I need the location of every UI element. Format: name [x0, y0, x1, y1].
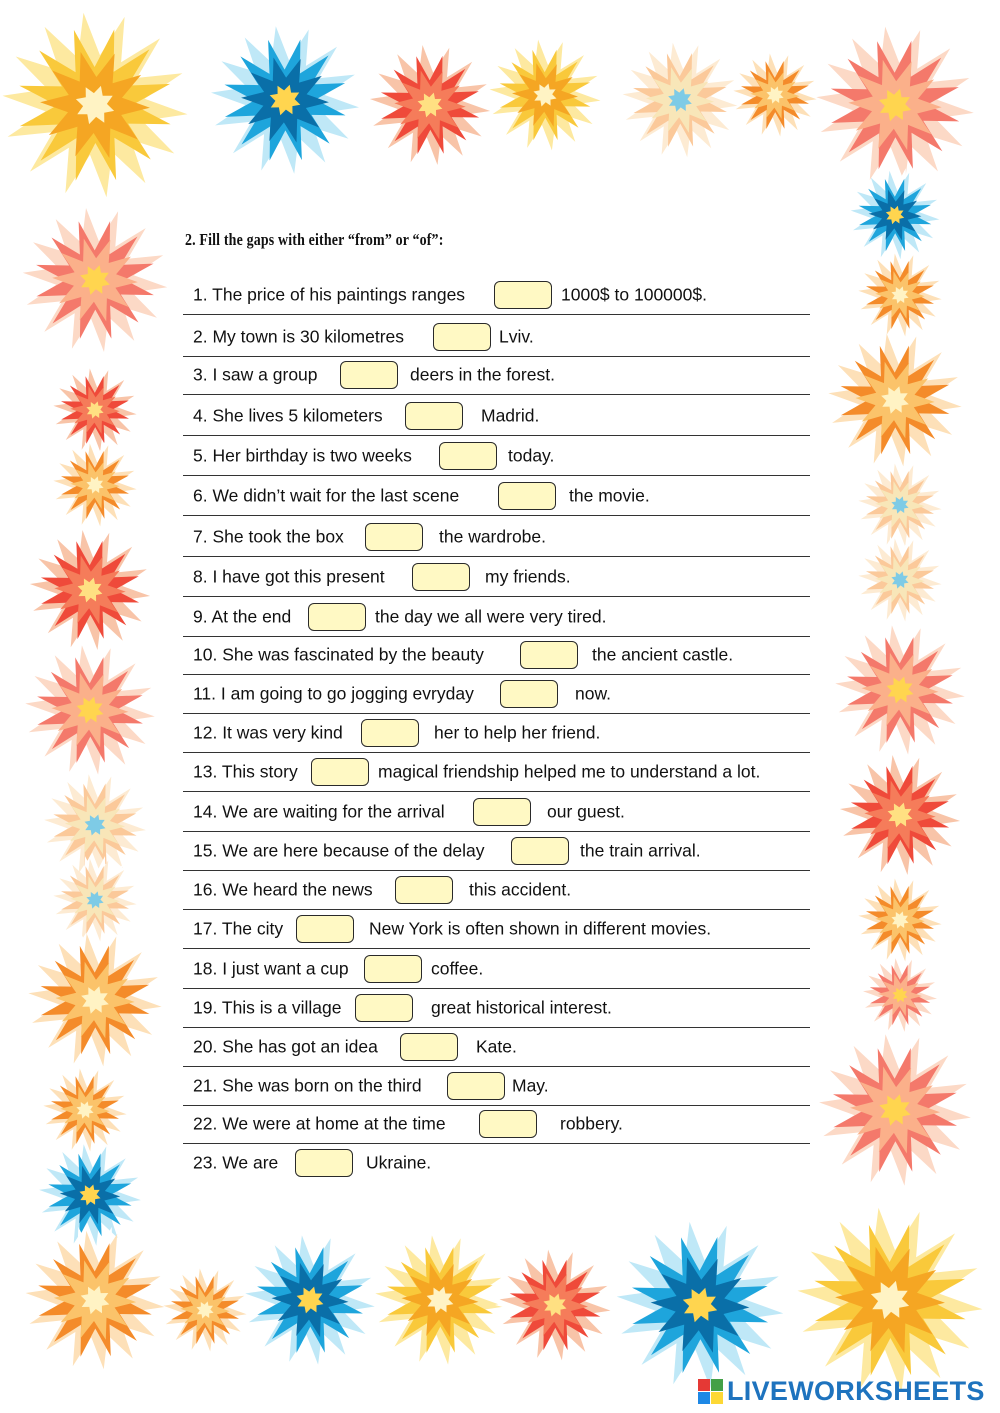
exercise-item [183, 436, 810, 476]
item-text-after: the train arrival. [580, 840, 701, 860]
flower-icon [835, 752, 965, 879]
flower-icon [847, 168, 943, 262]
item-text-after: today. [508, 445, 555, 465]
exercise-item [183, 909, 810, 949]
flower-icon [855, 876, 945, 964]
exercise-item [183, 1027, 810, 1067]
flower-icon [370, 1232, 510, 1368]
flower-icon [730, 51, 820, 139]
item-text-before: 17. The city [193, 918, 284, 938]
item-text-after: great historical interest. [431, 997, 612, 1017]
answer-input[interactable] [412, 563, 470, 591]
answer-input[interactable] [473, 798, 531, 826]
flower-icon [485, 37, 605, 154]
exercise-title: 2. Fill the gaps with either “from” or “of”: [185, 230, 444, 249]
exercise-item [183, 831, 810, 871]
item-text-before: 23. We are [193, 1152, 279, 1172]
item-text-after: the ancient castle. [592, 644, 734, 664]
flower-icon [160, 1266, 250, 1354]
exercise-item [183, 752, 810, 792]
flower-icon [25, 527, 155, 654]
item-text-after: the movie. [569, 485, 650, 505]
answer-input[interactable] [511, 837, 569, 865]
answer-input[interactable] [400, 1033, 458, 1061]
flower-icon [855, 536, 945, 624]
flower-icon [23, 930, 167, 1070]
flower-icon [365, 42, 495, 169]
flower-icon [855, 461, 945, 549]
exercise-item [183, 988, 810, 1028]
flower-icon [830, 622, 970, 758]
item-text-before: 18. I just want a cup [193, 958, 349, 978]
flower-icon [823, 330, 967, 470]
exercise-item [183, 1143, 810, 1182]
exercise-item [183, 949, 810, 989]
item-text-before: 19. This is a village [193, 997, 342, 1017]
item-text-after: now. [575, 683, 611, 703]
exercise-item [183, 355, 810, 395]
flower-icon [855, 251, 945, 339]
flower-icon [35, 1141, 145, 1248]
flower-icon [790, 1203, 990, 1398]
answer-input[interactable] [500, 680, 558, 708]
exercise-item [183, 635, 810, 675]
item-text-before: 2. My town is 30 kilometres [193, 326, 405, 346]
item-text-after: robbery. [560, 1113, 623, 1133]
exercise-item [183, 476, 810, 516]
answer-input[interactable] [296, 915, 354, 943]
item-text-after: her to help her friend. [434, 722, 601, 742]
item-text-before: 22. We were at home at the time [193, 1113, 446, 1133]
item-text-after: our guest. [547, 801, 625, 821]
flower-icon [40, 771, 150, 878]
answer-input[interactable] [494, 281, 552, 309]
answer-input[interactable] [364, 955, 422, 983]
item-text-before: 6. We didn’t wait for the last scene [193, 485, 460, 505]
item-text-before: 9. At the end [193, 606, 292, 626]
exercise-item [183, 557, 810, 597]
item-text-after: magical friendship helped me to understand a lot. [378, 761, 761, 781]
item-text-before: 3. I saw a group [193, 364, 318, 384]
answer-input[interactable] [479, 1110, 537, 1138]
item-text-before: 8. I have got this present [193, 566, 385, 586]
answer-input[interactable] [498, 482, 556, 510]
exercise-item [183, 870, 810, 910]
item-text-before: 12. It was very kind [193, 722, 343, 742]
flower-icon [240, 1232, 380, 1368]
flower-icon [810, 22, 980, 188]
answer-input[interactable] [355, 994, 413, 1022]
item-text-before: 4. She lives 5 kilometers [193, 405, 383, 425]
item-text-before: 14. We are waiting for the arrival [193, 801, 445, 821]
item-text-before: 1. The price of his paintings ranges [193, 284, 466, 304]
item-text-before: 21. She was born on the third [193, 1075, 422, 1095]
exercise-item [183, 517, 810, 557]
flower-icon [618, 40, 742, 161]
logo-text: LIVEWORKSHEETS [727, 1375, 985, 1406]
flower-icon [20, 1227, 170, 1373]
item-text-before: 10. She was fascinated by the beauty [193, 644, 484, 664]
answer-input[interactable] [308, 603, 366, 631]
answer-input[interactable] [361, 719, 419, 747]
answer-input[interactable] [365, 523, 423, 551]
item-text-after: New York is often shown in different movies. [369, 918, 712, 938]
answer-input[interactable] [405, 402, 463, 430]
exercise-item [183, 1104, 810, 1144]
flower-icon [205, 22, 365, 178]
exercise-item [183, 713, 810, 753]
item-text-after: Ukraine. [366, 1152, 432, 1172]
item-text-before: 11. I am going to go jogging evryday [193, 683, 474, 703]
flower-icon [20, 642, 160, 778]
answer-input[interactable] [295, 1149, 353, 1177]
flower-icon [50, 441, 140, 529]
flower-icon [495, 1247, 615, 1364]
flower-icon [0, 8, 195, 203]
item-text-before: 20. She has got an idea [193, 1036, 378, 1056]
flower-icon [40, 1066, 130, 1154]
exercise-item [183, 1066, 810, 1106]
item-text-after: this accident. [469, 879, 572, 899]
item-text-after: Lviv. [499, 326, 534, 346]
item-text-after: the day we all were very tired. [375, 606, 607, 626]
item-text-before: 5. Her birthday is two weeks [193, 445, 412, 465]
exercise-item [183, 396, 810, 436]
item-text-before: 13. This story [193, 761, 298, 781]
item-text-after: my friends. [485, 566, 571, 586]
flower-icon [860, 956, 940, 1034]
answer-input[interactable] [433, 323, 491, 351]
item-text-before: 15. We are here because of the delay [193, 840, 485, 860]
flower-icon [50, 366, 140, 454]
exercise-item [183, 674, 810, 714]
exercise-item [183, 317, 810, 357]
answer-input[interactable] [439, 442, 497, 470]
answer-input[interactable] [520, 641, 578, 669]
item-text-before: 7. She took the box [193, 526, 344, 546]
flower-icon [17, 204, 173, 356]
item-text-after: May. [512, 1075, 549, 1095]
flower-icon [610, 1217, 790, 1392]
flower-icon [50, 856, 140, 944]
item-text-after: the wardrobe. [439, 526, 547, 546]
answer-input[interactable] [395, 876, 453, 904]
exercise-item [183, 597, 810, 637]
exercise-item [183, 792, 810, 832]
liveworksheets-logo [698, 1375, 985, 1407]
item-text-after: Madrid. [481, 405, 540, 425]
exercise-item [183, 275, 810, 315]
answer-input[interactable] [311, 758, 369, 786]
item-text-after: 1000$ to 100000$. [561, 284, 707, 304]
answer-input[interactable] [447, 1072, 505, 1100]
answer-input[interactable] [340, 361, 398, 389]
liveworksheets-logo-icon [698, 1379, 723, 1404]
item-text-after: Kate. [476, 1036, 517, 1056]
item-text-before: 16. We heard the news [193, 879, 373, 899]
item-text-after: deers in the forest. [410, 364, 555, 384]
flower-icon [813, 1030, 977, 1190]
item-text-after: coffee. [431, 958, 484, 978]
